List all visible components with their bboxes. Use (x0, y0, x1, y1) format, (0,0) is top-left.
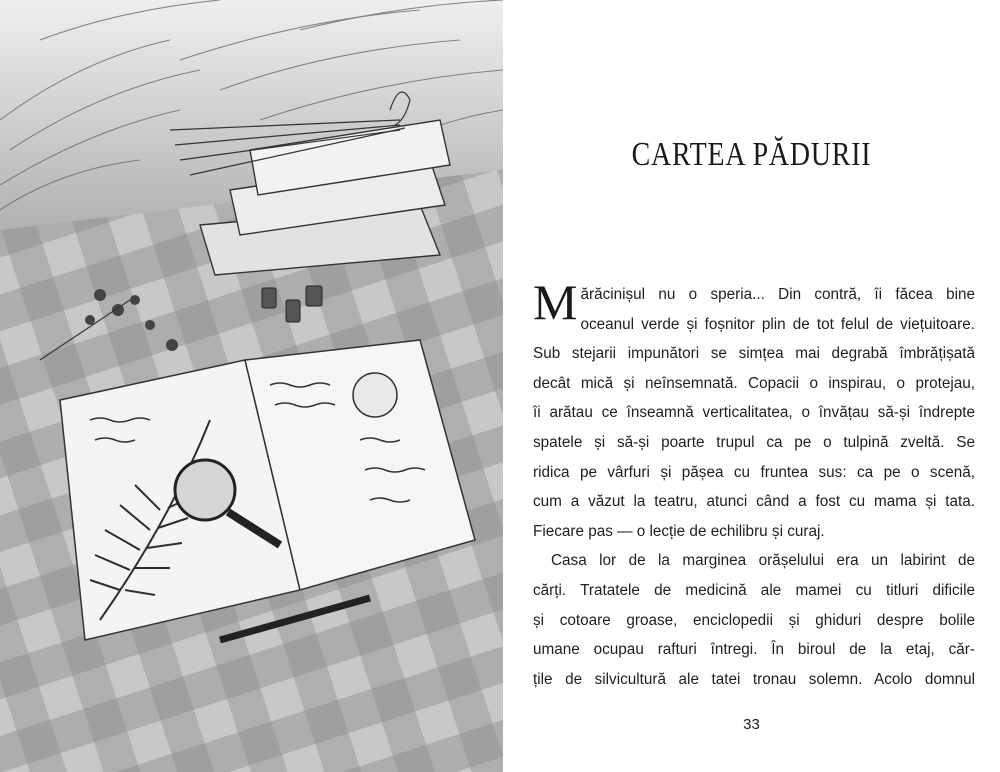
text-line: Casa lor de la marginea orășelului era un labirint de (551, 552, 975, 570)
chapter-title: CARTEA PĂDURII (631, 136, 872, 173)
text-line: țile de silvicultură ale tatei tronau solemn. Acolo domnul (533, 670, 975, 688)
paragraph-1 (533, 274, 975, 546)
chapter-body (533, 274, 975, 694)
text-line: Sub stejarii impunători se simțea mai degrabă îmbrățișată (533, 345, 975, 363)
text-line: cărți. Tratatele de medicină ale mamei cu titluri dificile (533, 581, 975, 599)
page-number: 33 (743, 716, 760, 733)
text-page (503, 0, 1000, 772)
drop-cap: M (533, 274, 578, 330)
text-line: ridica pe vârfuri și pășea cu fruntea sus: ca pe o scenă, (533, 463, 975, 481)
text-line: cum a văzut la teatru, atunci când a fost cu mama și tata. (533, 493, 975, 511)
text-line: decât mică și neînsemnată. Copacii o inspirau, o protejau, (533, 374, 975, 392)
text-line: oceanul verde și foșnitor plin de tot felul de viețuitoare. (580, 315, 975, 333)
paragraph-2 (533, 546, 975, 694)
text-line: ărăcinișul nu o speria... Din contră, îi făcea bine (580, 286, 975, 303)
text-line: îi arătau ce înseamnă verticalitatea, o învățau să-și îndrepte (533, 404, 975, 422)
text-line: și cotoare groase, enciclopedii și ghiduri despre bolile (533, 611, 975, 629)
text-line: spatele și să-și poarte trupul ca pe o tulpină zveltă. Se (533, 433, 975, 451)
text-line: umane ocupau rafturi întregi. În biroul de la etaj, căr- (533, 641, 975, 659)
text-line: Fiecare pas — o lecție de echilibru și curaj. (533, 522, 825, 540)
